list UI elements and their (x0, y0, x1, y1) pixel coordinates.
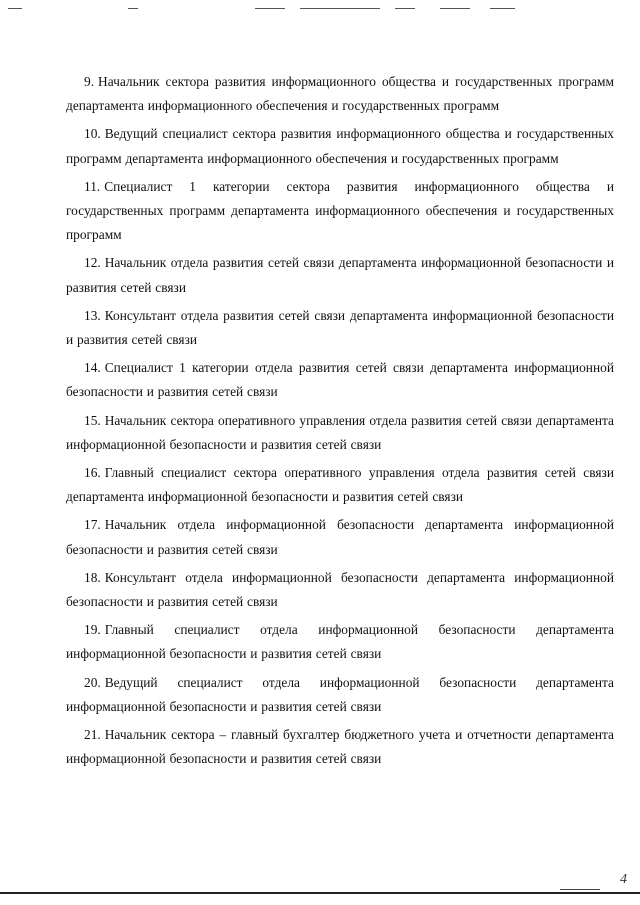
scan-artifact-bottom-line (0, 892, 640, 894)
item-text: Специалист 1 категории отдела развития сетей связи департамента информационной безопасности и развития сетей связи (66, 360, 614, 400)
item-number: 14. (84, 360, 101, 376)
item-number: 21. (84, 727, 101, 743)
list-item (66, 409, 614, 457)
item-number: 12. (84, 255, 101, 271)
handwritten-page-mark: 4 (620, 872, 627, 887)
item-text: Начальник отдела информационной безопасности департамента информационной безопасности и развития сетей связи (66, 517, 614, 557)
list-item (66, 70, 614, 118)
item-number: 9. (84, 74, 95, 89)
list-item (66, 251, 614, 299)
list-item (66, 513, 614, 561)
item-text: Главный специалист отдела информационной безопасности департамента информационной безопасности и развития сетей связи (66, 622, 614, 662)
item-number: 11. (84, 178, 101, 194)
item-number: 15. (84, 412, 101, 428)
item-number: 13. (84, 307, 101, 323)
item-number: 20. (84, 674, 101, 690)
list-item (66, 461, 614, 509)
item-number: 19. (84, 622, 101, 638)
item-text: Специалист 1 категории сектора развития информационного общества и государственных программ департамента информационного обеспечения и государственных программ (66, 178, 614, 243)
scan-artifact-bottom-right (560, 889, 600, 890)
list-item (66, 122, 614, 170)
item-number: 17. (84, 517, 101, 533)
list-item (66, 356, 614, 404)
item-text: Начальник сектора оперативного управления отдела развития сетей связи департамента информационной безопасности и развития сетей связи (66, 412, 614, 452)
item-text: Начальник сектора развития информационного общества и государственных программ департамента информационного обеспечения и государственных программ (66, 74, 614, 114)
item-number: 18. (84, 569, 101, 585)
item-text: Ведущий специалист сектора развития информационного общества и государственных программ департамента информационного обеспечения и государственных программ (66, 126, 614, 166)
list-item (66, 304, 614, 352)
list-item (66, 175, 614, 248)
list-item (66, 723, 614, 771)
item-text: Консультант отдела развития сетей связи департамента информационной безопасности и развития сетей связи (66, 307, 614, 348)
list-item (66, 618, 614, 666)
item-number: 10. (84, 126, 101, 142)
list-item (66, 671, 614, 719)
item-text: Начальник сектора – главный бухгалтер бюджетного учета и отчетности департамента информационной безопасности и развития сетей связи (66, 727, 614, 767)
scan-artifact-top (0, 6, 640, 12)
item-text: Главный специалист сектора оперативного управления отдела развития сетей связи департамента информационной безопасности и развития сетей связи (66, 465, 614, 505)
item-text: Консультант отдела информационной безопасности департамента информационной безопасности и развития сетей связи (66, 569, 614, 610)
item-text: Ведущий специалист отдела информационной безопасности департамента информационной безопасности и развития сетей связи (66, 674, 614, 714)
list-item (66, 566, 614, 614)
item-text: Начальник отдела развития сетей связи департамента информационной безопасности и развития сетей связи (66, 255, 614, 295)
item-number: 16. (84, 465, 101, 481)
position-list (66, 70, 614, 775)
